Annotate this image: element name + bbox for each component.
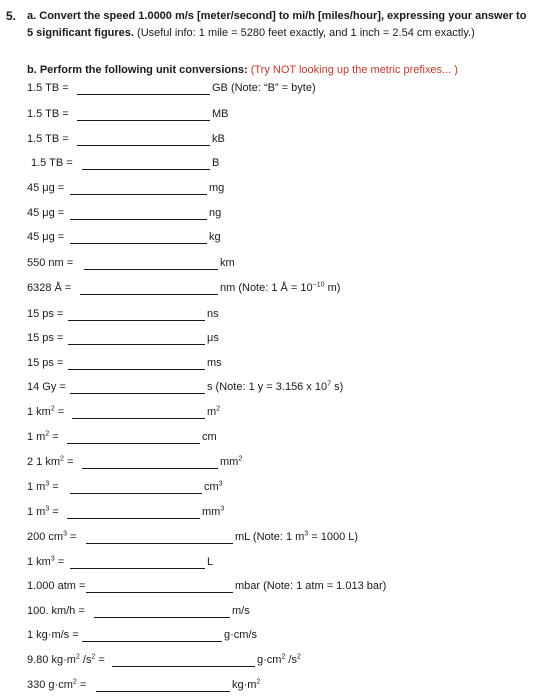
conversion-row [0,157,538,173]
conversion-given: 1.5 TB = [27,108,69,120]
conversion-given: 9.80 $kg\cdot m^2$ $/s^2$ = [27,653,105,666]
target-unit: B [212,157,220,169]
conversion-given: 1 $km^2$ = [27,405,65,418]
answer-blank[interactable] [84,257,218,270]
part-b-label: b. [27,64,37,76]
conversion-given: 1.000 atm = [27,580,86,592]
conversion-given: 1 kg·m/s = [27,629,79,641]
conversion-given: 45 μg = [27,231,65,243]
conversion-given: 1 $m^3$ = [27,480,59,493]
target-unit: nm (Note: 1 Å = $10^{-10}$ m) [220,281,341,294]
answer-blank[interactable] [70,556,205,569]
part-b-prompt: Perform the following unit conversions: [39,64,248,76]
target-unit: kg [209,231,221,243]
conversion-row [0,282,538,298]
answer-blank[interactable] [77,108,210,121]
conversion-row [0,332,538,348]
target-unit: s (Note: 1 y = 3.156 x $10^7$ s) [207,380,344,393]
conversion-row [0,406,538,422]
part-a [27,8,533,42]
part-b-hint: (Try NOT looking up the metric prefixes... ) [250,64,458,76]
conversion-row [0,556,538,572]
conversion-row [0,357,538,373]
conversion-row [0,531,538,547]
answer-blank[interactable] [67,506,200,519]
answer-blank[interactable] [82,157,210,170]
part-a-prompt: Convert the speed 1.0000 m/s [meter/second] to mi/h [miles/hour], expressing your answer to 5 significant figures. [27,10,527,39]
conversion-given: 45 μg = [27,207,65,219]
answer-blank[interactable] [70,207,207,220]
conversion-given: 2 1 $km^2$ = [27,455,74,468]
conversion-row [0,231,538,247]
target-unit: $mm^2$ [220,455,243,468]
target-unit: $g\cdot cm^2$ $/s^2$ [257,653,301,666]
conversion-row [0,257,538,273]
question-number: 5. [6,9,17,23]
answer-blank[interactable] [86,580,233,593]
conversion-given: 1 $m^3$ = [27,505,59,518]
answer-blank[interactable] [68,332,205,345]
target-unit: mbar (Note: 1 atm = 1.013 bar) [235,580,387,592]
target-unit: $mm^3$ [202,505,225,518]
target-unit: km [220,257,235,269]
target-unit: m/s [232,605,250,617]
conversion-given: 15 ps = [27,357,64,369]
conversion-given: 6328 Å = [27,282,72,294]
answer-blank[interactable] [68,308,205,321]
target-unit: ms [207,357,222,369]
conversion-given: 1.5 TB = [27,82,69,94]
conversion-row [0,679,538,695]
answer-blank[interactable] [80,282,218,295]
answer-blank[interactable] [96,679,230,692]
conversion-row [0,182,538,198]
conversion-row [0,108,538,124]
conversion-row [0,82,538,98]
target-unit: μs [207,332,219,344]
answer-blank[interactable] [70,231,207,244]
target-unit: kB [212,133,225,145]
conversion-row [0,654,538,670]
answer-blank[interactable] [70,182,207,195]
answer-blank[interactable] [77,82,210,95]
conversion-row [0,381,538,397]
conversion-row [0,207,538,223]
part-a-label: a. [27,10,37,22]
conversion-given: 14 Gy = [27,381,66,393]
target-unit: ns [207,308,219,320]
answer-blank[interactable] [86,531,233,544]
conversion-given: 330 $g\cdot cm^2$ = [27,678,87,691]
conversion-given: 1.5 TB = [27,133,69,145]
conversion-row [0,481,538,497]
answer-blank[interactable] [82,629,222,642]
target-unit: $cm^3$ [204,480,223,493]
answer-blank[interactable] [70,481,202,494]
target-unit: ng [209,207,222,219]
target-unit: $m^2$ [207,405,221,418]
answer-blank[interactable] [67,431,200,444]
target-unit: mg [209,182,225,194]
answer-blank[interactable] [94,605,230,618]
conversion-row [0,431,538,447]
target-unit: cm [202,431,217,443]
part-b-header [27,62,458,78]
conversion-row [0,629,538,645]
target-unit: GB (Note: “B” = byte) [212,82,316,94]
conversion-row [0,605,538,621]
conversion-given: 200 $cm^3$ = [27,530,77,543]
conversion-given: 15 ps = [27,308,64,320]
conversion-given: 1 $km^3$ = [27,555,65,568]
answer-blank[interactable] [70,381,205,394]
conversion-row [0,506,538,522]
conversion-given: 1 $m^2$ = [27,430,59,443]
conversion-row [0,580,538,596]
answer-blank[interactable] [72,406,205,419]
conversion-row [0,133,538,149]
answer-blank[interactable] [68,357,205,370]
answer-blank[interactable] [77,133,210,146]
conversion-given: 45 μg = [27,182,65,194]
conversion-given: 100. km/h = [27,605,85,617]
answer-blank[interactable] [82,456,218,469]
answer-blank[interactable] [112,654,255,667]
conversion-row [0,456,538,472]
target-unit: MB [212,108,229,120]
target-unit: L [207,556,214,568]
target-unit: g·cm/s [224,629,257,641]
target-unit: $kg\cdot m^2$ [232,678,261,691]
conversion-given: 550 nm = [27,257,74,269]
conversion-row [0,308,538,324]
target-unit: mL (Note: 1 $m^3 = 1000$ L) [235,530,359,543]
part-a-info: (Useful info: 1 mile = 5280 feet exactly, and 1 inch = 2.54 cm exactly.) [137,27,475,39]
conversion-given: 1.5 TB = [31,157,73,169]
conversion-given: 15 ps = [27,332,64,344]
